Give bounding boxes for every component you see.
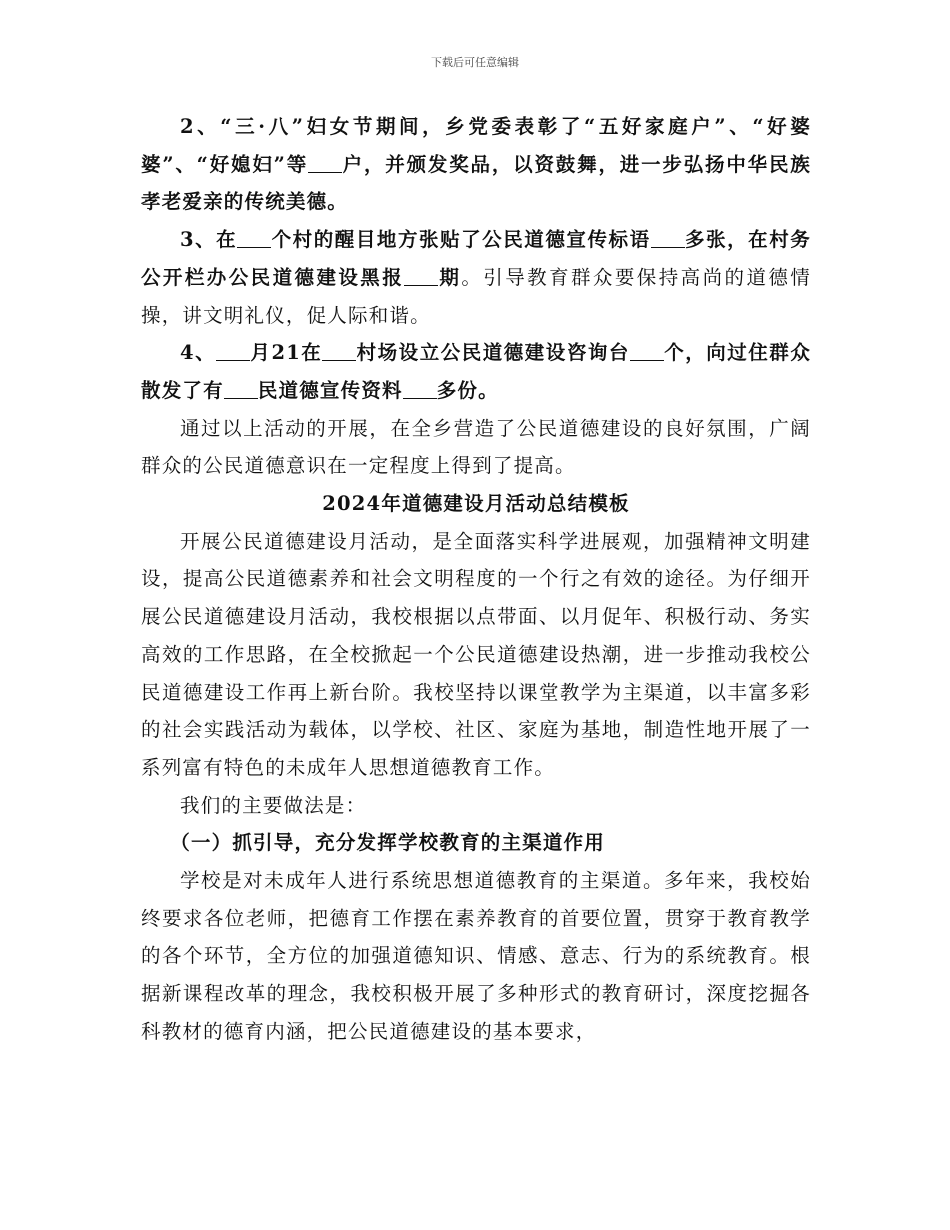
fill-blank bbox=[308, 156, 342, 173]
fill-blank bbox=[216, 344, 250, 361]
item-4-text-b: 月21在 bbox=[250, 341, 323, 365]
section-heading: （一）抓引导，充分发挥学校教育的主渠道作用 bbox=[170, 831, 605, 855]
fill-blank bbox=[404, 269, 438, 286]
item-2-paragraph bbox=[141, 108, 811, 221]
methods-lead-paragraph: 我们的主要做法是： bbox=[180, 793, 367, 817]
fill-blank bbox=[630, 344, 664, 361]
item-4-text-e: 民道德宣传资料 bbox=[257, 378, 403, 402]
fill-blank bbox=[322, 344, 356, 361]
intro-paragraph: 开展公民道德建设月活动，是全面落实科学进展观，加强精神文明建设，提高公民道德素养和社会文明程度的一个行之有效的途径。为仔细开展公民道德建设月活动，我校根据以点带面、以月促年、积极行动、务实高效的工作思路，在全校掀起一个公民道德建设热潮，进一步推动我校公民道德建设工作再上新台阶。我校坚持以课堂教学为主渠道，以丰富多彩的社会实践活动为载体，以学校、社区、家庭为基地，制造性地开展了一系列富有特色的未成年人思想道德教育工作。 bbox=[141, 529, 811, 779]
item-4-text-c: 村场设立公民道德建设咨询台 bbox=[356, 341, 630, 365]
item-3-paragraph bbox=[141, 221, 811, 334]
item-4-paragraph bbox=[141, 334, 811, 409]
item-4-text-f: 多份。 bbox=[436, 378, 499, 402]
item-2-text-a: 2、“三·八”妇女节期间，乡党委表彰了“五好家庭户”、“好婆婆”、“好媳妇”等 bbox=[141, 115, 811, 176]
fill-blank bbox=[237, 231, 271, 248]
fill-blank bbox=[224, 382, 258, 399]
fill-blank bbox=[651, 231, 685, 248]
item-3-text-c: 多张，在村务公开栏办公民道德建设黑报 bbox=[141, 228, 812, 289]
item-4-text-a: 4、 bbox=[180, 341, 217, 365]
item-3-text-d: 期 bbox=[438, 265, 462, 289]
fill-blank bbox=[403, 382, 437, 399]
item-2-text-b: 户，并颁发奖品，以资鼓舞，进一步弘扬中华民族孝老爱亲的传统美德。 bbox=[141, 152, 811, 214]
item-3-text-b: 个村的醒目地方张贴了公民道德宣传标语 bbox=[271, 228, 651, 252]
document-body bbox=[141, 108, 811, 1051]
item-3-text-a: 3、在 bbox=[180, 228, 238, 252]
summary-paragraph: 通过以上活动的开展，在全乡营造了公民道德建设的良好氛围，广阔群众的公民道德意识在一定程度上得到了提高。 bbox=[141, 416, 811, 478]
document-title: 2024年道德建设月活动总结模板 bbox=[322, 492, 630, 516]
page-header: 下载后可任意编辑 bbox=[431, 56, 519, 69]
section-paragraph: 学校是对未成年人进行系统思想道德教育的主渠道。多年来，我校始终要求各位老师，把德育工作摆在素养教育的首要位置，贯穿于教育教学的各个环节，全方位的加强道德知识、情感、意志、行为的系统教育。根据新课程改革的理念，我校积极开展了多种形式的教育研讨，深度挖掘各科教材的德育内涵，把公民道德建设的基本要求， bbox=[141, 869, 811, 1043]
item-3-text-e: 。引导教育群众要保持高尚的道德情操，讲文明礼仪，促人际和谐。 bbox=[141, 265, 812, 327]
item-4-text-d: 个，向过住群众散发了有 bbox=[141, 341, 812, 402]
